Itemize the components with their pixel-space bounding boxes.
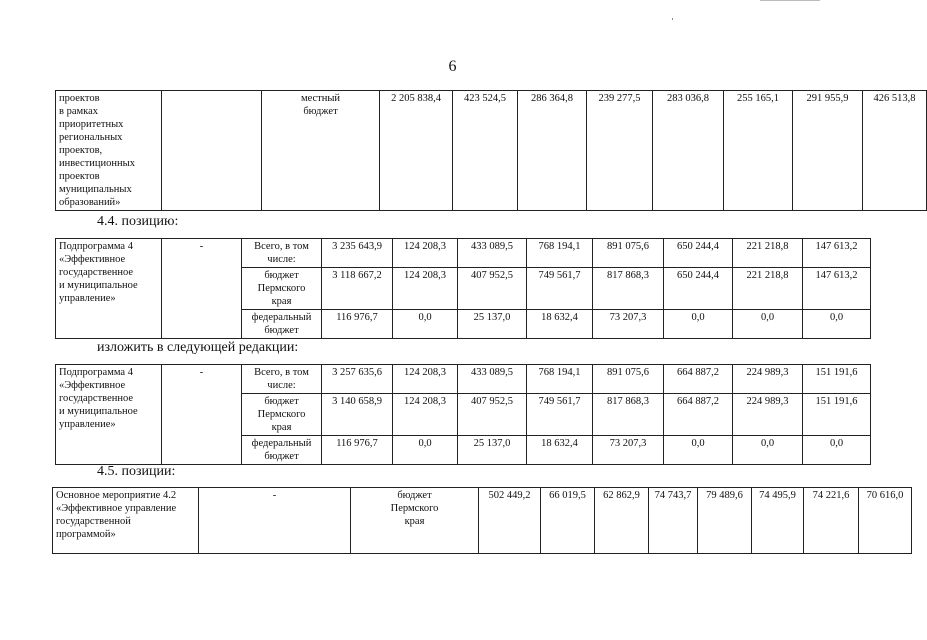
cell-value: 0,0 [664,436,733,465]
cell-value: 124 208,3 [393,365,458,394]
cell-value: 2 205 838,4 [380,91,453,211]
cell-value: 255 165,1 [724,91,793,211]
cell-value: 73 207,3 [593,436,664,465]
cell-value: 124 208,3 [393,394,458,436]
cell-value: 433 089,5 [458,239,527,268]
table-bottom [52,487,912,554]
cell-dash: - [199,488,351,554]
cell-value: 650 244,4 [664,268,733,310]
cell-value: 25 137,0 [458,436,527,465]
cell-value: 3 235 643,9 [322,239,393,268]
heading-4-4: 4.4. позицию: [97,214,179,229]
cell-value: 73 207,3 [593,310,664,339]
cell-source: Всего, в том числе: [242,239,322,268]
cell-value: 151 191,6 [803,394,871,436]
cell-value: 817 868,3 [593,394,664,436]
scan-edge-line [760,0,820,3]
cell-value: 18 632,4 [527,436,593,465]
cell-value: 116 976,7 [322,436,393,465]
cell-value: 224 989,3 [733,365,803,394]
cell-value: 0,0 [664,310,733,339]
cell-value: 221 218,8 [733,239,803,268]
cell-source: бюджет Пермского края [242,268,322,310]
cell-value: 70 616,0 [859,488,912,554]
cell-value: 502 449,2 [479,488,541,554]
cell-value: 283 036,8 [653,91,724,211]
cell-value: 749 561,7 [527,394,593,436]
cell-value: 124 208,3 [393,239,458,268]
cell-source: бюджет Пермского края [242,394,322,436]
cell-source: бюджет Пермского края [351,488,479,554]
cell-value: 891 075,6 [593,239,664,268]
cell-source: местный бюджет [262,91,380,211]
cell-value: 407 952,5 [458,268,527,310]
cell-value: 291 955,9 [793,91,863,211]
table-new-position [55,364,871,465]
cell-value: 0,0 [733,436,803,465]
cell-value: 664 887,2 [664,394,733,436]
cell-name: Подпрограмма 4 «Эффективное государственное и муниципальное управление» [56,365,162,465]
cell-value: 407 952,5 [458,394,527,436]
cell-value: 124 208,3 [393,268,458,310]
cell-name: Подпрограмма 4 «Эффективное государственное и муниципальное управление» [56,239,162,339]
cell-value: 0,0 [733,310,803,339]
cell-value: 426 513,8 [863,91,927,211]
cell-value: 224 989,3 [733,394,803,436]
cell-source: Всего, в том числе: [242,365,322,394]
cell-value: 423 524,5 [453,91,518,211]
cell-value: 3 257 635,6 [322,365,393,394]
cell-value: 3 118 667,2 [322,268,393,310]
scan-tick-mark [672,18,673,20]
cell-value: 74 743,7 [649,488,698,554]
cell-value: 239 277,5 [587,91,653,211]
cell-value: 147 613,2 [803,268,871,310]
cell-value: 116 976,7 [322,310,393,339]
cell-value: 62 862,9 [595,488,649,554]
cell-value: 664 887,2 [664,365,733,394]
cell-value: 817 868,3 [593,268,664,310]
heading-edit: изложить в следующей редакции: [97,340,299,355]
cell-name: Основное мероприятие 4.2 «Эффективное управление государственной программой» [53,488,199,554]
cell-dash: - [162,239,242,339]
cell-name: проектов в рамках приоритетных региональных проектов, инвестиционных проектов муниципальных образований» [56,91,162,211]
cell-source: федеральный бюджет [242,436,322,465]
cell-value: 0,0 [803,310,871,339]
cell-value: 18 632,4 [527,310,593,339]
cell-value: 147 613,2 [803,239,871,268]
cell-value: 433 089,5 [458,365,527,394]
cell-value: 151 191,6 [803,365,871,394]
cell-dash: - [162,365,242,465]
cell-value: 79 489,6 [698,488,752,554]
cell-value: 74 495,9 [752,488,804,554]
heading-4-5: 4.5. позиции: [97,464,176,479]
table-top-fragment [55,90,927,211]
cell-source: федеральный бюджет [242,310,322,339]
page-number: 6 [448,58,457,75]
table-old-position [55,238,871,339]
cell-value: 650 244,4 [664,239,733,268]
cell-value: 3 140 658,9 [322,394,393,436]
cell-value: 66 019,5 [541,488,595,554]
cell-value: 221 218,8 [733,268,803,310]
cell-value: 74 221,6 [804,488,859,554]
cell-value: 768 194,1 [527,365,593,394]
cell-value: 768 194,1 [527,239,593,268]
cell-value: 286 364,8 [518,91,587,211]
cell-value: 0,0 [393,310,458,339]
cell-value: 0,0 [803,436,871,465]
cell-value: 891 075,6 [593,365,664,394]
cell-value: 749 561,7 [527,268,593,310]
cell-value: 25 137,0 [458,310,527,339]
cell-blank [162,91,262,211]
cell-value: 0,0 [393,436,458,465]
